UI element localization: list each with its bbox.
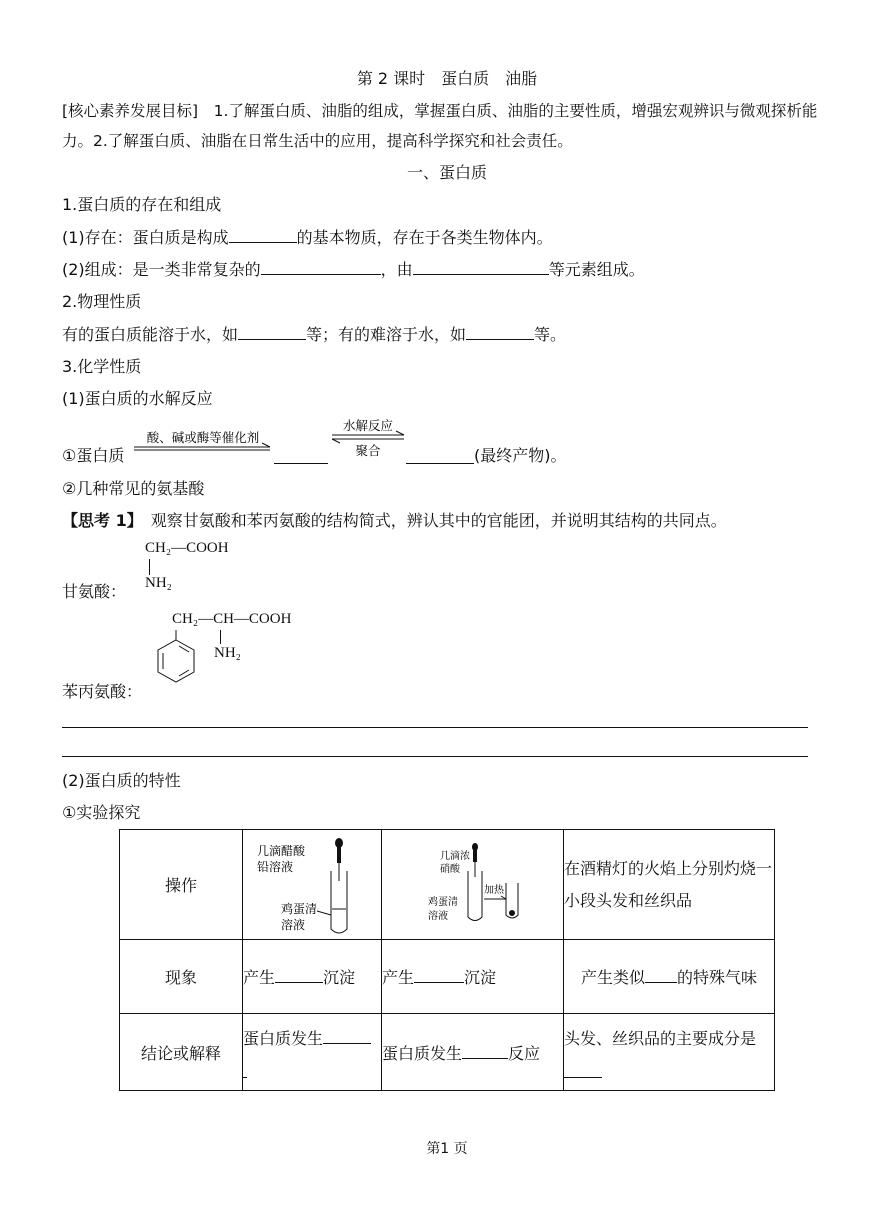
table-row-operation [120,830,775,940]
blank-composition-1[interactable] [261,258,381,275]
eq-end: (最终产物)。 [474,446,567,465]
blank-con1-tail[interactable] [243,1067,247,1078]
lead-acetate-test-icon [243,831,381,939]
ph1-pre: 产生 [243,968,276,987]
row-label-conclusion: 结论或解释 [120,1014,243,1091]
op1-tube-label: 鸡蛋清 [281,901,318,916]
blank-ph3[interactable] [645,966,677,983]
existence-line [62,225,553,248]
op3-text: 在酒精灯的火焰上分别灼烧一小段头发和丝织品 [564,830,775,940]
glycine-label: 甘氨酸： [62,582,127,601]
phe-bond-n [220,630,221,644]
section-heading-protein: 一、蛋白质 [406,163,487,182]
eq-start: ①蛋白质 [62,446,125,465]
ph3-cell [564,940,775,1014]
physical-a: 有的蛋白质能溶于水，如 [62,325,239,344]
blank-ph1[interactable] [275,966,323,983]
glycine-bottom: NH₂ [145,575,172,591]
op1-figure [243,830,382,940]
subsection-physical-title: 2.物理性质 [62,292,142,311]
row-label-operation: 操作 [120,830,243,940]
answer-line-2[interactable] [62,756,808,757]
physical-c: 等。 [534,325,567,344]
hydrolysis-label: 水解反应 [342,418,394,433]
blank-con2[interactable] [462,1042,508,1059]
answer-line-1[interactable] [62,727,808,728]
con2-cell [382,1014,564,1091]
con3-cell [564,1014,775,1091]
phenylalanine-top: CH₂—CH—COOH [172,611,292,627]
amino-acids-title: ②几种常见的氨基酸 [62,479,205,498]
subsection-chemical-title: 3.化学性质 [62,357,142,376]
ph1-post: 沉淀 [323,968,356,987]
con2-pre: 蛋白质发生 [382,1043,463,1063]
ph2-pre: 产生 [382,968,415,987]
experiment-title: ①实验探究 [62,803,141,822]
composition-line [62,257,645,280]
physical-line [62,322,566,345]
goals-text: 1.了解蛋白质、油脂的组成，掌握蛋白质、油脂的主要性质，增强宏观辨识与微观探析能力。2.了解蛋白质、油脂在日常生活中的应用，提高科学探究和社会责任。 [62,102,818,150]
think-label: 【思考 1】 [62,511,135,530]
composition-post: 等元素组成。 [548,260,645,279]
blank-insoluble[interactable] [466,323,534,340]
blank-ph2[interactable] [414,966,464,983]
op1-tube-label-2: 溶液 [281,917,306,932]
existence-pre: (1)存在：蛋白质是构成 [62,228,229,247]
op1-drop-label: 几滴醋酸 [257,843,306,858]
row-label-phenomenon: 现象 [120,940,243,1014]
composition-mid: ，由 [380,260,413,279]
ph2-post: 沉淀 [464,968,497,987]
table-row-phenomenon [120,940,775,1014]
con1-cell [243,1014,382,1091]
blank-intermediate[interactable] [274,447,328,464]
benzene-ring-icon [152,628,200,692]
page-number: 第1 页 [426,1141,468,1157]
composition-pre: (2)组成：是一类非常复杂的 [62,260,261,279]
phenylalanine-bottom: NH₂ [214,645,241,661]
think-text: 观察甘氨酸和苯丙氨酸的结构简式，辨认其中的官能团，并说明其结构的共同点。 [150,511,727,530]
op2-drop-label-2: 硝酸 [440,863,460,875]
blank-existence[interactable] [229,226,297,243]
catalyst-label: 酸、碱或酶等催化剂 [146,430,260,445]
ph2-cell [382,940,564,1014]
op2-tube-label: 鸡蛋清 [428,896,458,908]
polymerization-label: 聚合 [355,443,381,458]
blank-final-product[interactable] [406,447,474,464]
con1-text: 蛋白质发生 [243,1029,324,1048]
op2-tube-label-2: 溶液 [428,910,448,922]
table-row-conclusion [120,1014,775,1091]
op2-heat-label: 加热 [484,884,504,896]
experiment-table [119,829,775,1091]
ph3-pre: 产生类似 [580,968,645,987]
op2-figure [382,830,564,940]
ph1-cell [243,940,382,1014]
con2-post: 反应 [508,1043,541,1063]
hydrolysis-title: (1)蛋白质的水解反应 [62,389,213,408]
physical-b: 等；有的难溶于水，如 [306,325,467,344]
blank-composition-2[interactable] [413,258,549,275]
op1-drop-label-2: 铅溶液 [257,859,294,874]
glycine-top: CH₂—COOH [145,540,229,556]
catalyst-arrow [132,425,274,455]
protein-properties-title: (2)蛋白质的特性 [62,771,181,790]
page-title: 第 2 课时 蛋白质 油脂 [356,69,538,88]
nitric-acid-test-icon [382,831,563,939]
subsection-existence-title: 1.蛋白质的存在和组成 [62,195,222,214]
blank-con1[interactable] [323,1027,371,1044]
core-goals [62,96,822,156]
ph3-post: 的特殊气味 [677,968,758,987]
phenylalanine-label: 苯丙氨酸： [62,682,143,701]
goals-label: [核心素养发展目标] [62,102,199,120]
con3-text: 头发、丝织品的主要成分是 [564,1029,757,1048]
existence-post: 的基本物质，存在于各类生物体内。 [296,228,553,247]
blank-con3[interactable] [564,1067,602,1078]
think-prompt [62,508,727,531]
reversible-arrow [330,414,406,460]
blank-soluble[interactable] [238,323,306,340]
glycine-bond [149,559,150,575]
op2-drop-label: 几滴浓 [440,850,470,862]
